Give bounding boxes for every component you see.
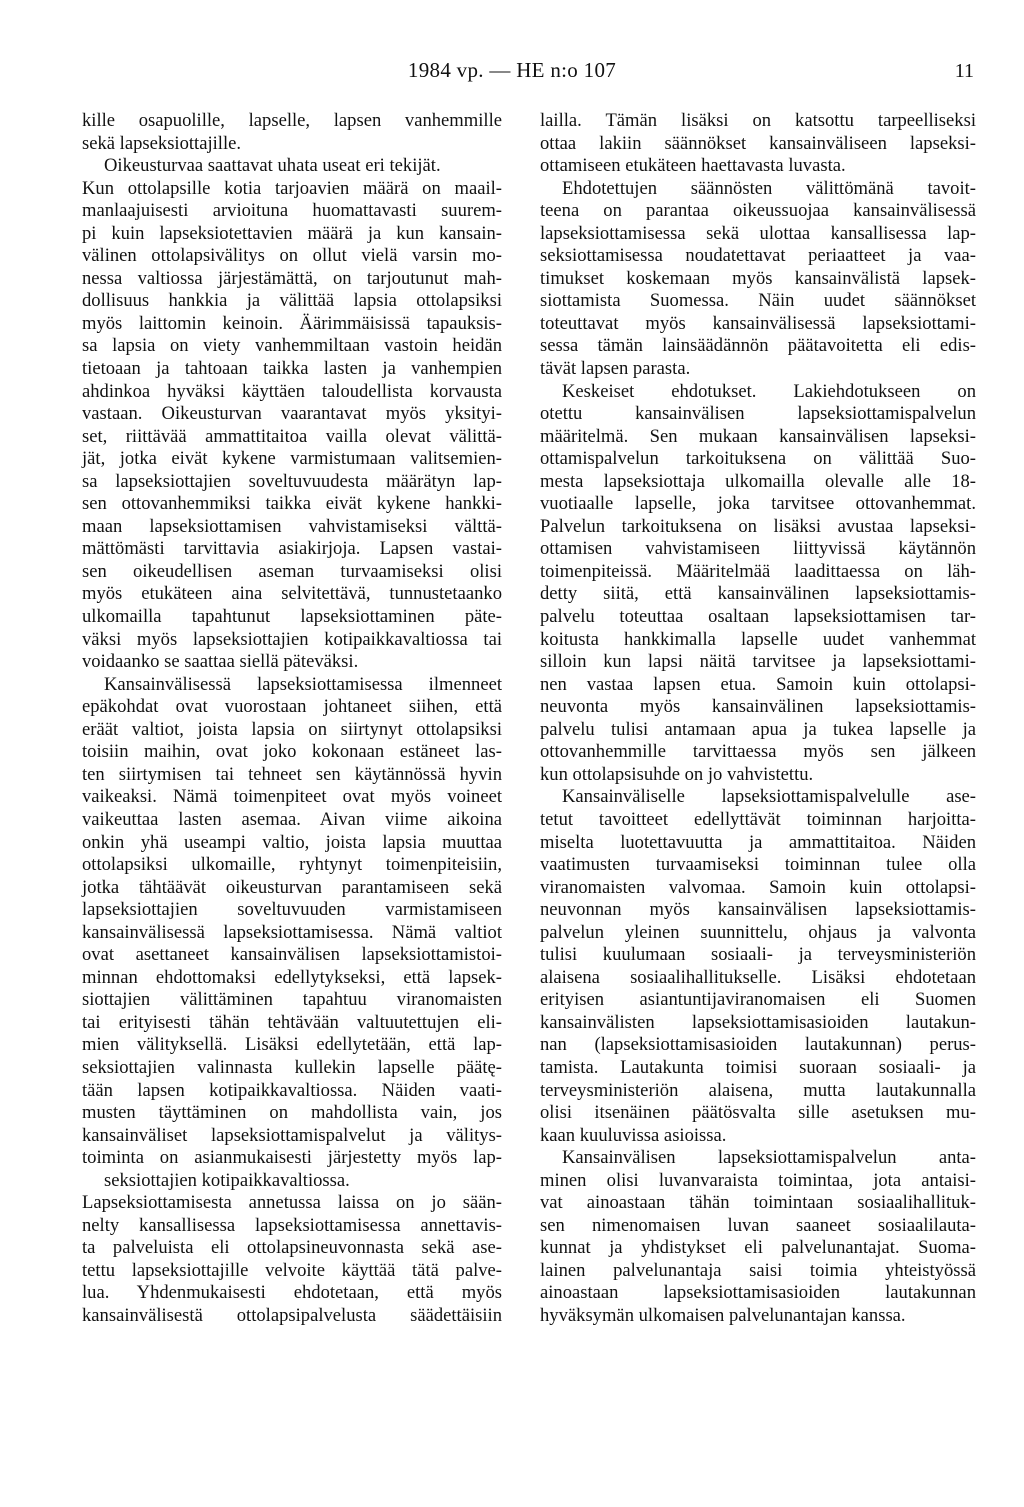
- text-line: eräät valtiot, joista lapsia on siirtynyt ottolapsiksi: [82, 718, 502, 740]
- text-line: Oikeusturvaa saattavat uhata useat eri tekijät.: [104, 155, 441, 177]
- text-line: siottamista Suomessa. Näin uudet säännökset: [540, 290, 976, 312]
- text-line: miselta luotettavuutta ja ammattitaitoa. Näiden: [540, 831, 976, 853]
- text-line: väksi myös lapseksiottajien kotipaikkavaltiossa tai: [82, 628, 502, 650]
- running-header-title: 1984 vp. — HE n:o 107: [407, 58, 617, 82]
- text-line: tai erityisesti tähän tehtävään valtuutettujen eli-: [82, 1011, 502, 1033]
- text-line: palvelun yleinen suunnittelu, ohjaus ja valvonta: [540, 921, 976, 943]
- text-line: vastaan. Oikeusturvan vaarantavat myös yksityi-: [82, 403, 502, 425]
- text-line: maan lapseksiottamisen vahvistamiseksi välttä-: [82, 515, 502, 537]
- text-line: neuvonnan myös kansainvälisen lapseksiottamis-: [540, 899, 976, 921]
- text-line: nelty kansallisessa lapseksiottamisessa annettavis-: [82, 1214, 502, 1236]
- text-line: lapseksiottajien soveltuvuuden varmistamiseen: [82, 899, 502, 921]
- text-line: määritelmä. Sen mukaan kansainvälisen lapseksi-: [540, 425, 976, 447]
- text-line: tulisi kuulumaan sosiaali- ja terveysministeriön: [540, 944, 976, 966]
- text-line: palvelu toteuttaa osaltaan lapseksiottamisen tar-: [540, 606, 976, 628]
- text-line: kansainvälisten lapseksiottamisasioiden lautakun-: [540, 1011, 976, 1033]
- text-line: mien välityksellä. Lisäksi edellytetään, että lap-: [82, 1034, 502, 1056]
- text-line: nessa valtiossa järjestämättä, on tarjoutunut mah-: [82, 267, 502, 289]
- text-line: vuotiaalle lapselle, joka tarvitsee ottovanhemmat.: [540, 493, 976, 515]
- text-line: Lapseksiottamisesta annetussa laissa on jo sään-: [82, 1192, 502, 1214]
- text-line: Kun ottolapsille kotia tarjoavien määrä on maail-: [82, 177, 502, 199]
- page-header: [0, 58, 1024, 88]
- text-line: ottamisen vahvistamiseen liittyvissä käytännön: [540, 538, 976, 560]
- text-line: sen oikeudellisen aseman turvaamiseksi olisi: [82, 560, 502, 582]
- text-line: sen nimenomaisen luvan saaneet sosiaalilauta-: [540, 1214, 976, 1236]
- text-line: sen ottovanhemmiksi taikka eivät kykene hankki-: [82, 493, 502, 515]
- text-line: vaikeaksi. Nämä toimenpiteet ovat myös voineet: [82, 786, 502, 808]
- text-line: tetut tavoitteet edellyttävät toiminnan harjoitta-: [540, 808, 976, 830]
- text-line: mättömästi tarvittavia asiakirjoja. Lapsen vastai-: [82, 538, 502, 560]
- text-line: silloin kun lapsi näitä tarvitsee ja lapseksiottami-: [540, 651, 976, 673]
- text-line: kansainvälisessä lapseksiottamisessa. Nämä valtiot: [82, 921, 502, 943]
- text-line: ottamispalvelun tarkoituksena on välittää Suo-: [540, 448, 976, 470]
- text-line: lainen palvelunantaja saisi toimia yhteistyössä: [540, 1259, 976, 1281]
- text-line: toisiin maihin, ovat joko kokonaan estäneet las-: [82, 741, 502, 763]
- text-line: jotka tähtäävät oikeusturvan parantamiseen sekä: [82, 876, 502, 898]
- text-line: myös etukäteen aina selvitettävä, tunnustetaanko: [82, 583, 502, 605]
- text-line: Kansainväliselle lapseksiottamispalvelulle ase-: [562, 786, 976, 808]
- text-line: tamista. Lautakunta toimisi suoraan sosiaali- ja: [540, 1056, 976, 1078]
- text-line: sa lapseksiottajien soveltuvuudesta määrätyn lap-: [82, 470, 502, 492]
- text-line: dollisuus hankkia ja välittää lapsia ottolapsiksi: [82, 290, 502, 312]
- text-line: viranomaisten valvomaa. Samoin kuin ottolapsi-: [540, 876, 976, 898]
- text-line: Ehdotettujen säännösten välittömänä tavoit-: [562, 177, 976, 199]
- text-line: terveysministeriön alaisena, mutta lautakunnalla: [540, 1079, 976, 1101]
- text-line: musten täyttäminen on mahdollista vain, jos: [82, 1102, 502, 1124]
- text-line: jät, jotka eivät kykene varmistumaan valitsemien-: [82, 448, 502, 470]
- text-line: ottaa lakiin säännökset kansainväliseen lapseksi-: [540, 132, 976, 154]
- text-line: kaan kuuluvissa asioissa.: [540, 1124, 727, 1146]
- text-line: ten siirtymisen tai tehneet sen käytännössä hyvin: [82, 763, 502, 785]
- text-line: teena on parantaa oikeussuojaa kansainvälisessä: [540, 200, 976, 222]
- page-number: 11: [954, 60, 974, 82]
- text-line: myös laittomin keinoin. Äärimmäisissä tapauksis-: [82, 312, 502, 334]
- text-line: vaatimusten turvaamiseksi toiminnan tulee olla: [540, 854, 976, 876]
- text-line: minen olisi luvanvaraista toimintaa, jota antaisi-: [540, 1169, 976, 1191]
- text-line: ovat asettaneet kansainvälisen lapseksiottamistoi-: [82, 944, 502, 966]
- text-line: ottamiseen etukäteen haettavasta luvasta.: [540, 155, 846, 177]
- text-line: koitusta hankkimalla lapselle uudet vanhemmat: [540, 628, 976, 650]
- text-line: sa lapsia on viety vanhemmiltaan vastoin heidän: [82, 335, 502, 357]
- text-line: ulkomailla tapahtunut lapseksiottaminen päte-: [82, 606, 502, 628]
- text-line: Kansainvälisessä lapseksiottamisessa ilmenneet: [104, 673, 502, 695]
- text-line: vat ainoastaan tähän toimintaan sosiaalihallituk-: [540, 1192, 976, 1214]
- text-line: seksiottamisessa noudatettavat periaatteet ja vaa-: [540, 245, 976, 267]
- text-line: onkin yhä useampi valtio, joista lapsia muuttaa: [82, 831, 502, 853]
- text-line: ottovanhemmille tarvittaessa myös sen jälkeen: [540, 741, 976, 763]
- text-line: kunnat ja yhdistykset eli palvelunantajat. Suoma-: [540, 1237, 976, 1259]
- text-line: hyväksymän ulkomaisen palvelunantajan kanssa.: [540, 1304, 906, 1326]
- text-line: voidaanko se saattaa siellä päteväksi.: [82, 651, 359, 673]
- right-text-column: [540, 110, 976, 1328]
- text-line: Keskeiset ehdotukset. Lakiehdotukseen on: [562, 380, 976, 402]
- text-line: Kansainvälisen lapseksiottamispalvelun anta-: [562, 1147, 976, 1169]
- text-line: ta palveluista eli ottolapsineuvonnasta sekä ase-: [82, 1237, 502, 1259]
- text-line: lua. Yhdenmukaisesti ehdotetaan, että myös: [82, 1282, 502, 1304]
- left-text-column: [82, 110, 502, 1328]
- text-line: mesta lapseksiottaja ulkomailla olevalle alle 18-: [540, 470, 976, 492]
- text-line: toteuttavat myös kansainvälisessä lapseksiottami-: [540, 312, 976, 334]
- text-line: alaisena sosiaalihallitukselle. Lisäksi ehdotetaan: [540, 966, 976, 988]
- text-line: minnan ehdottomaksi edellytykseksi, että lapsek-: [82, 966, 502, 988]
- text-line: seksiottajien valinnasta kullekin lapselle päätę-: [82, 1056, 502, 1078]
- text-line: kun ottolapsisuhde on jo vahvistettu.: [540, 763, 814, 785]
- text-line: ainoastaan lapseksiottamisasioiden lautakunnan: [540, 1282, 976, 1304]
- text-line: vaikeuttaa lasten asemaa. Aivan viime aikoina: [82, 808, 502, 830]
- text-line: toimenpiteissä. Määritelmää laadittaessa on läh-: [540, 560, 976, 582]
- text-line: detty siitä, että kansainvälinen lapseksiottamis-: [540, 583, 976, 605]
- text-line: sekä lapseksiottajille.: [82, 132, 242, 154]
- text-line: kansainväliset lapseksiottamispalvelut ja välitys-: [82, 1124, 502, 1146]
- text-line: ahdinkoa hyväksi käyttäen taloudellista korvausta: [82, 380, 502, 402]
- text-line: toiminta on asianmukaisesti järjestetty myös lap-: [82, 1147, 502, 1169]
- text-line: lapseksiottamisessa sekä ulottaa kansallisessa lap-: [540, 222, 976, 244]
- text-line: timukset koskemaan myös kansainvälistä lapsek-: [540, 267, 976, 289]
- text-line: epäkohdat ovat vuorostaan johtaneet siihen, että: [82, 696, 502, 718]
- text-line: sessa tämän lainsäädännön päätavoitetta eli edis-: [540, 335, 976, 357]
- text-line: palvelu tulisi antamaan apua ja tukea lapselle ja: [540, 718, 976, 740]
- text-line: tietoaan ja tahtoaan taikka lasten ja vanhempien: [82, 358, 502, 380]
- text-line: erityisen asiantuntijaviranomaisen eli Suomen: [540, 989, 976, 1011]
- text-line: lailla. Tämän lisäksi on katsottu tarpeelliseksi: [540, 110, 976, 131]
- text-line: neuvonta myös kansainvälinen lapseksiottamis-: [540, 696, 976, 718]
- text-line: seksiottajien kotipaikkavaltiossa.: [104, 1169, 350, 1191]
- text-line: nen vastaa lapsen etua. Samoin kuin ottolapsi-: [540, 673, 976, 695]
- text-line: otettu kansainvälisen lapseksiottamispalvelun: [540, 403, 976, 425]
- text-line: tävät lapsen parasta.: [540, 358, 691, 380]
- text-line: pi kuin lapseksiotettavien määrä ja kun kansain-: [82, 222, 502, 244]
- text-line: set, riittävää ammattitaitoa vailla olevat välittä-: [82, 425, 502, 447]
- text-line: tettu lapseksiottajille velvoite käyttää tätä palve-: [82, 1259, 502, 1281]
- text-line: olisi itsenäinen päätösvalta sille asetuksen mu-: [540, 1102, 976, 1124]
- text-line: kansainvälisestä ottolapsipalvelusta säädettäisiin: [82, 1304, 502, 1326]
- text-line: tään lapsen kotipaikkavaltiossa. Näiden vaati-: [82, 1079, 502, 1101]
- text-line: siottajien välittäminen tapahtuu viranomaisten: [82, 989, 502, 1011]
- text-line: manlaajuisesti arvioituna huomattavasti suurem-: [82, 200, 502, 222]
- text-line: välinen ottolapsivälitys on ollut vielä varsin mo-: [82, 245, 502, 267]
- text-line: nan (lapseksiottamisasioiden lautakunnan) perus-: [540, 1034, 976, 1056]
- text-line: Palvelun tarkoituksena on lisäksi avustaa lapseksi-: [540, 515, 976, 537]
- text-line: kille osapuolille, lapselle, lapsen vanhemmille: [82, 110, 502, 131]
- text-line: ottolapsiksi ulkomaille, ryhtynyt toimenpiteisiin,: [82, 854, 502, 876]
